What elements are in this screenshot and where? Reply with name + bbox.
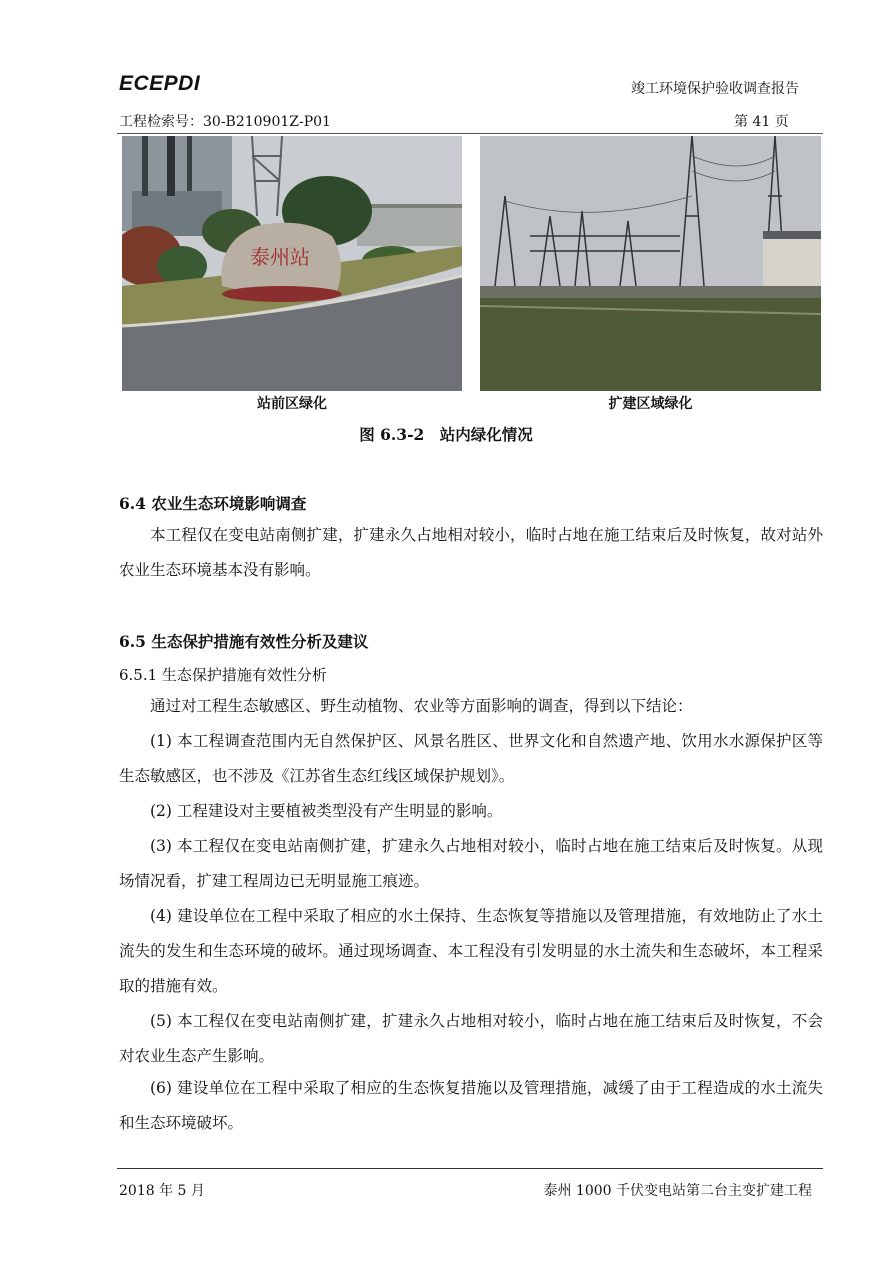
section-6-5-1-heading: 6.5.1 生态保护措施有效性分析 [119, 666, 327, 684]
photo-left-caption: 站前区绿化 [257, 396, 327, 412]
conclusion-item-2: (2) 工程建设对主要植被类型没有产生明显的影响。 [150, 802, 503, 820]
rock-inscription: 泰州站 [250, 245, 310, 269]
figure-caption: 图 6.3-2 站内绿化情况 [359, 425, 533, 444]
photo-right-caption: 扩建区域绿化 [608, 396, 693, 412]
footer-divider [117, 1168, 823, 1169]
conclusion-intro: 通过对工程生态敏感区、野生动植物、农业等方面影响的调查，得到以下结论： [150, 697, 693, 715]
conclusion-item-3: (3) 本工程仅在变电站南侧扩建，扩建永久占地相对较小，临时占地在施工结束后及时恢复。从现场情况看，扩建工程周边已无明显施工痕迹。 [119, 837, 823, 890]
section-6-4-paragraph: 本工程仅在变电站南侧扩建，扩建永久占地相对较小，临时占地在施工结束后及时恢复，故对站外农业生态环境基本没有影响。 [119, 526, 823, 579]
conclusion-item-1: (1) 本工程调查范围内无自然保护区、风景名胜区、世界文化和自然遗产地、饮用水水源保护区等生态敏感区，也不涉及《江苏省生态红线区域保护规划》。 [119, 732, 823, 785]
footer-date: 2018 年 5 月 [119, 1183, 205, 1199]
conclusion-item-5: (5) 本工程仅在变电站南侧扩建，扩建永久占地相对较小，临时占地在施工结束后及时恢复，不会对农业生态产生影响。 [119, 1012, 823, 1065]
document-title: 竣工环境保护验收调查报告 [631, 81, 799, 97]
page-number: 第 41 页 [734, 114, 789, 130]
section-6-4-heading: 6.4 农业生态环境影响调查 [119, 494, 307, 513]
conclusion-item-6: (6) 建设单位在工程中采取了相应的生态恢复措施以及管理措施，减缓了由于工程造成的水土流失和生态环境破坏。 [119, 1079, 823, 1132]
header-divider [117, 133, 823, 134]
footer-project-name: 泰州 1000 千伏变电站第二台主变扩建工程 [543, 1183, 812, 1199]
section-6-5-heading: 6.5 生态保护措施有效性分析及建议 [119, 632, 369, 651]
photo-expansion-area-greening [480, 136, 821, 391]
conclusion-item-4: (4) 建设单位在工程中采取了相应的水土保持、生态恢复等措施以及管理措施，有效地防止了水土流失的发生和生态环境的破坏。通过现场调查、本工程没有引发明显的水土流失和生态破坏，本工程采取的措施有效。 [119, 907, 823, 995]
retrieval-number: 工程检索号：30-B210901Z-P01 [119, 114, 331, 130]
photo-station-front-greening [122, 136, 462, 391]
company-logo-text: ECEPDI [119, 72, 201, 95]
